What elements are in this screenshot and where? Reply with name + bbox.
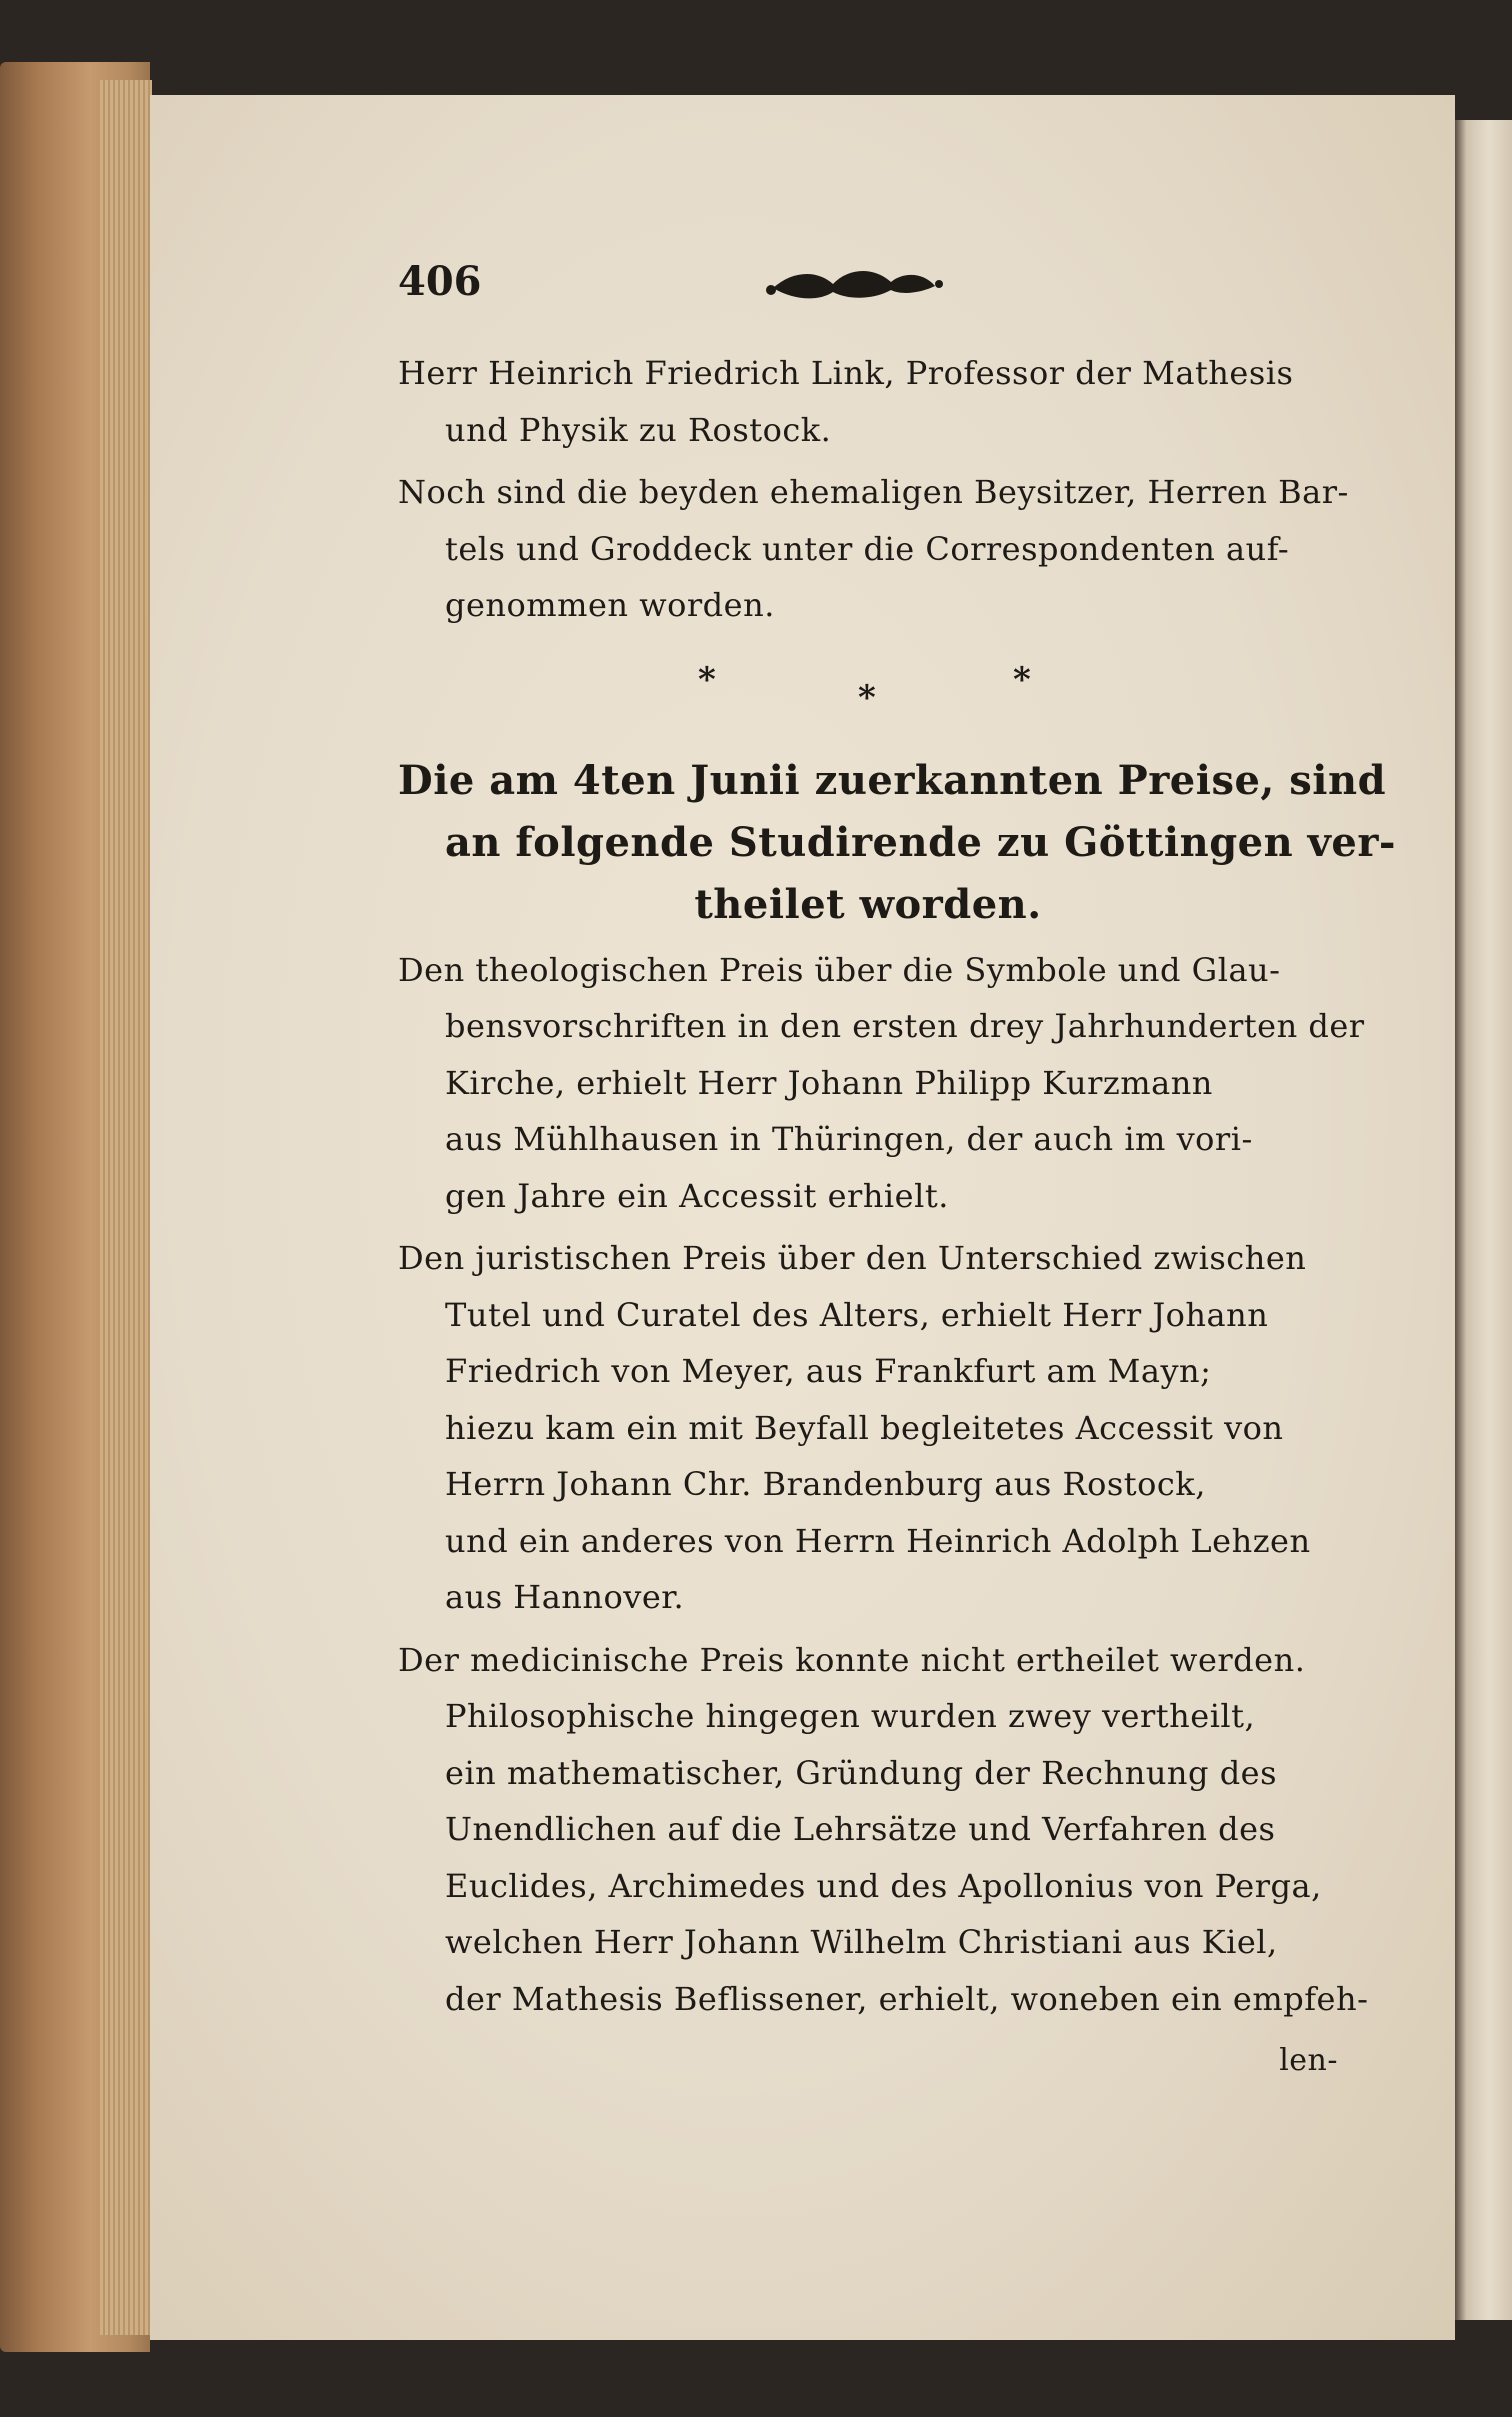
running-header	[398, 258, 958, 328]
paragraph	[398, 345, 1338, 458]
text-line: der Mathesis Beflissener, erhielt, woneben ein empfeh-	[445, 1979, 1369, 2018]
text-line: aus Mühlhausen in Thüringen, der auch im vori-	[445, 1120, 1253, 1158]
text-line: welchen Herr Johann Wilhelm Christiani aus Kiel,	[445, 1923, 1278, 1961]
heading-line: theilet worden.	[694, 880, 1042, 928]
text-line: bensvorschriften in den ersten drey Jahrhunderten der	[445, 1007, 1365, 1045]
text-line: und Physik zu Rostock.	[445, 410, 832, 449]
text-line: Philosophische hingegen wurden zwey vertheilt,	[445, 1697, 1256, 1735]
page-number: 406	[398, 258, 482, 305]
text-line: ein mathematischer, Gründung der Rechnung des	[445, 1753, 1278, 1792]
paragraph	[398, 942, 1365, 1225]
asterisk: *	[858, 677, 877, 718]
text-line: Euclides, Archimedes und des Apollonius von Perga,	[445, 1866, 1322, 1905]
text-line: aus Hannover.	[445, 1578, 685, 1616]
section-separator	[398, 640, 1338, 750]
text-line: Der medicinische Preis konnte nicht ertheilet werden.	[398, 1640, 1306, 1679]
text-line: Herr Heinrich Friedrich Link, Professor der Mathesis	[398, 354, 1294, 392]
paragraph	[398, 464, 1349, 634]
paragraph	[398, 1632, 1369, 2028]
heading-line: an folgende Studirende zu Göttingen ver-	[445, 818, 1396, 866]
text-line: hiezu kam ein mit Beyfall begleitetes Accessit von	[445, 1408, 1284, 1447]
text-line: tels und Groddeck unter die Correspondenten auf-	[445, 529, 1290, 568]
text-line: Herrn Johann Chr. Brandenburg aus Rostock,	[445, 1465, 1206, 1503]
paragraph	[398, 1230, 1338, 1626]
section-heading	[398, 750, 1396, 936]
heading-line: Die am 4ten Junii zuerkannten Preise, sind	[398, 756, 1387, 804]
text-line: Kirche, erhielt Herr Johann Philipp Kurzmann	[445, 1063, 1213, 1102]
text-line: Friedrich von Meyer, aus Frankfurt am Mayn;	[445, 1352, 1212, 1390]
text-line: Den theologischen Preis über die Symbole und Glau-	[398, 950, 1281, 989]
page-stack-edges	[100, 80, 152, 2335]
text-line: Noch sind die beyden ehemaligen Beysitzer, Herren Bar-	[398, 473, 1349, 511]
text-line: gen Jahre ein Accessit erhielt.	[445, 1176, 949, 1215]
asterisk: *	[698, 659, 717, 700]
text-line: Tutel und Curatel des Alters, erhielt Herr Johann	[445, 1295, 1269, 1334]
facing-page-edge	[1455, 120, 1512, 2320]
text-line: und ein anderes von Herrn Heinrich Adolph Lehzen	[445, 1521, 1311, 1560]
asterisk: *	[1013, 659, 1032, 700]
header-ornament	[763, 260, 1363, 306]
page-text	[398, 345, 1396, 2090]
catchword: len-	[1279, 2043, 1338, 2078]
text-line: Unendlichen auf die Lehrsätze und Verfahren des	[445, 1810, 1276, 1848]
text-line: Den juristischen Preis über den Unterschied zwischen	[398, 1239, 1307, 1277]
text-line: genommen worden.	[445, 586, 775, 624]
